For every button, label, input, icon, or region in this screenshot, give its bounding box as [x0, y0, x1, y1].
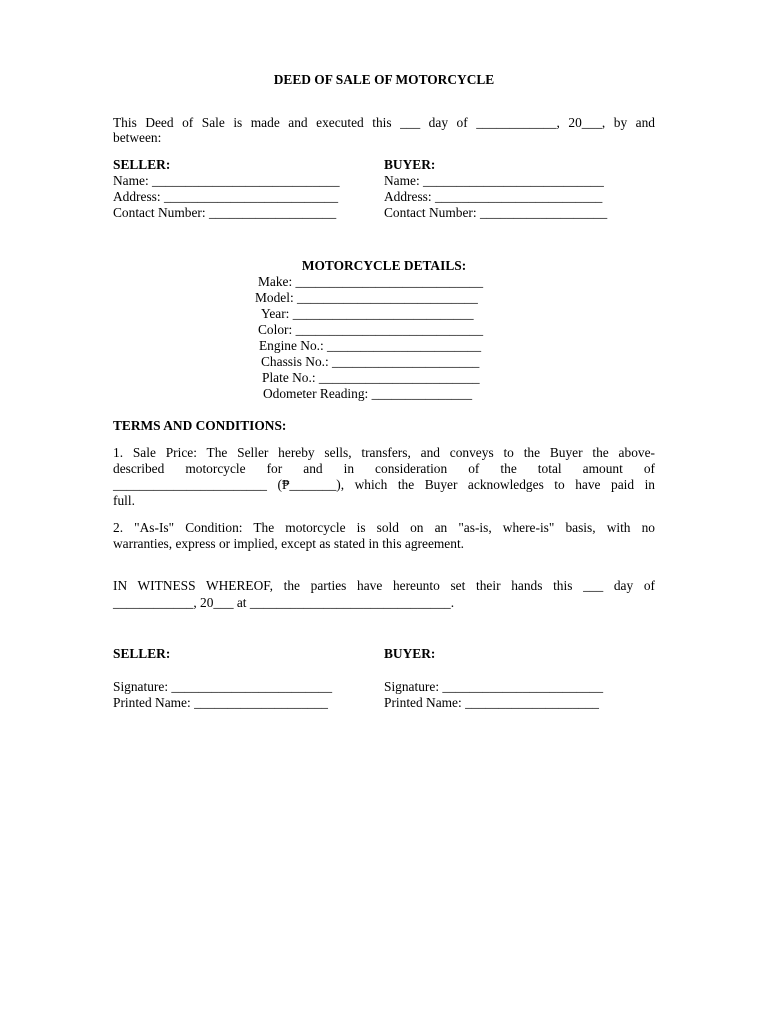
clause-2-line-1: 2. "As-Is" Condition: The motorcycle is sold on an "as-is, where-is" basis, with no — [113, 520, 655, 535]
seller-name-field: Name: ____________________________ — [113, 173, 340, 188]
year-field: Year: ___________________________ — [261, 306, 474, 321]
buyer-printed-name-field: Printed Name: ____________________ — [384, 695, 599, 710]
buyer-signature-heading: BUYER: — [384, 646, 436, 661]
buyer-heading: BUYER: — [384, 157, 436, 172]
witness-line-2: ____________, 20___ at ______________________________. — [113, 595, 455, 610]
witness-line-1: IN WITNESS WHEREOF, the parties have hereunto set their hands this ___ day of — [113, 578, 655, 593]
color-field: Color: ____________________________ — [258, 322, 484, 337]
buyer-contact-field: Contact Number: ___________________ — [384, 205, 608, 220]
intro-line-1: This Deed of Sale is made and executed this ___ day of ____________, 20___, by and — [113, 115, 655, 130]
clause-1-line-1: 1. Sale Price: The Seller hereby sells, transfers, and conveys to the Buyer the above- — [113, 445, 655, 460]
buyer-address-field: Address: _________________________ — [384, 189, 603, 204]
engine-no-field: Engine No.: _______________________ — [259, 338, 482, 353]
motorcycle-details-heading: MOTORCYCLE DETAILS: — [301, 258, 467, 273]
seller-signature-field: Signature: ________________________ — [113, 679, 333, 694]
terms-heading: TERMS AND CONDITIONS: — [113, 418, 287, 433]
clause-1-line-3: _______________________ (₱_______), which the Buyer acknowledges to have paid in — [113, 477, 655, 492]
seller-signature-heading: SELLER: — [113, 646, 171, 661]
model-field: Model: ___________________________ — [255, 290, 478, 305]
odometer-reading-field: Odometer Reading: _______________ — [263, 386, 473, 401]
buyer-name-field: Name: ___________________________ — [384, 173, 604, 188]
seller-address-field: Address: __________________________ — [113, 189, 339, 204]
document-title: DEED OF SALE OF MOTORCYCLE — [273, 72, 495, 87]
clause-1-line-4: full. — [113, 493, 135, 508]
clause-2-line-2: warranties, express or implied, except as stated in this agreement. — [113, 536, 465, 551]
clause-1-line-2: described motorcycle for and in consideration of the total amount of — [113, 461, 655, 476]
buyer-signature-field: Signature: ________________________ — [384, 679, 604, 694]
seller-printed-name-field: Printed Name: ____________________ — [113, 695, 328, 710]
seller-heading: SELLER: — [113, 157, 171, 172]
intro-line-2: between: — [113, 130, 162, 145]
plate-no-field: Plate No.: ________________________ — [262, 370, 480, 385]
seller-contact-field: Contact Number: ___________________ — [113, 205, 337, 220]
chassis-no-field: Chassis No.: ______________________ — [261, 354, 480, 369]
make-field: Make: ____________________________ — [258, 274, 484, 289]
